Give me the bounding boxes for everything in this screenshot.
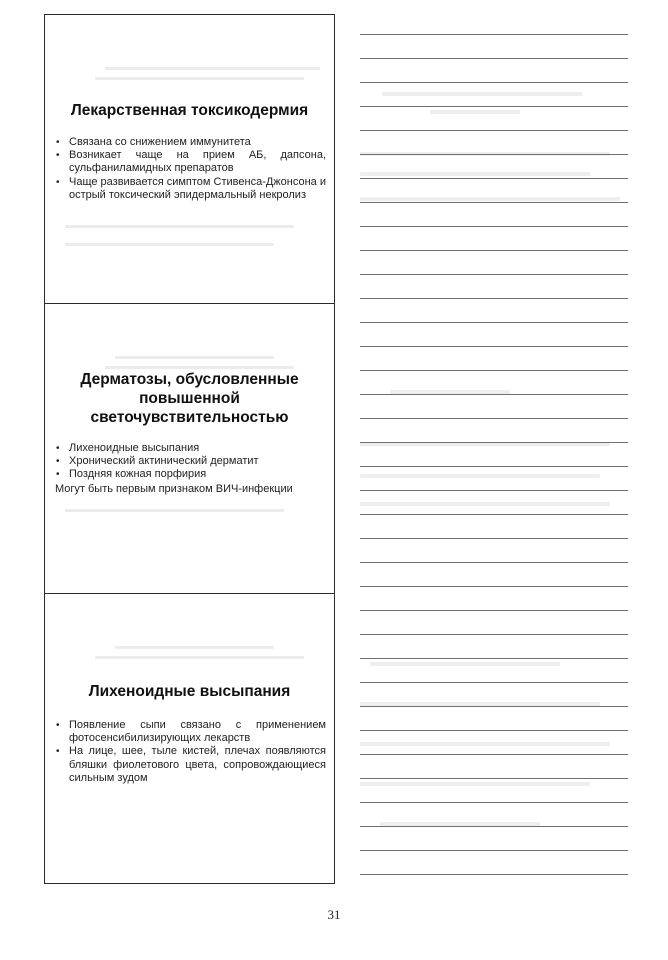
bleed-through: [430, 110, 520, 114]
slide-title: Лихеноидные высыпания: [88, 683, 291, 700]
note-line: [360, 34, 628, 35]
list-item: • Поздняя кожная порфирия: [55, 468, 326, 481]
note-line: [360, 274, 628, 275]
notes-area: [360, 12, 628, 892]
note-line: [360, 706, 628, 707]
list-item: • Возникает чаще на прием АБ, дапсона, сульфаниламидных препаратов: [55, 149, 326, 175]
note-line: [360, 778, 628, 779]
slide-bullet-list: [55, 442, 326, 482]
note-line: [360, 226, 628, 227]
note-line: [360, 490, 628, 491]
bleed-through: [115, 646, 274, 649]
slide-note: Могут быть первым признаком ВИЧ-инфекции: [55, 483, 293, 495]
bleed-through: [360, 782, 590, 786]
note-line: [360, 874, 628, 875]
bleed-through: [65, 509, 284, 512]
note-line: [360, 850, 628, 851]
note-line: [360, 418, 628, 419]
note-line: [360, 634, 628, 635]
bleed-through: [105, 67, 320, 70]
slide-3: [44, 594, 335, 884]
slide-bullet-list: [55, 719, 326, 785]
note-line: [360, 58, 628, 59]
bleed-through: [370, 662, 560, 666]
note-line: [360, 730, 628, 731]
bleed-through: [105, 366, 294, 369]
bleed-through: [360, 742, 610, 746]
slide-title: Лекарственная токсикодермия: [70, 102, 309, 119]
slide-title: Дерматозы, обусловленные повышенной светочувствительностью: [80, 371, 299, 426]
note-line: [360, 298, 628, 299]
note-line: [360, 370, 628, 371]
note-line: [360, 466, 628, 467]
note-line: [360, 538, 628, 539]
note-line: [360, 130, 628, 131]
bleed-through: [360, 502, 610, 506]
note-line: [360, 322, 628, 323]
note-line: [360, 586, 628, 587]
note-line: [360, 178, 628, 179]
note-line: [360, 658, 628, 659]
note-line: [360, 106, 628, 107]
note-line: [360, 442, 628, 443]
bleed-through: [360, 172, 590, 176]
note-line: [360, 610, 628, 611]
note-line: [360, 346, 628, 347]
slides-column: [44, 14, 335, 884]
bleed-through: [65, 225, 294, 228]
bleed-through: [360, 197, 620, 201]
note-line: [360, 250, 628, 251]
bleed-through: [65, 243, 274, 246]
note-line: [360, 394, 628, 395]
slide-1: [44, 14, 335, 304]
slide-2: [44, 304, 335, 594]
list-item: • На лице, шее, тыле кистей, плечах появляются бляшки фиолетового цвета, сопровождающиеся сильным зудом: [55, 745, 326, 785]
list-item: • Лихеноидные высыпания: [55, 442, 326, 455]
note-line: [360, 754, 628, 755]
note-line: [360, 154, 628, 155]
slide-bullet-list: [55, 136, 326, 202]
note-line: [360, 82, 628, 83]
bleed-through: [95, 77, 304, 80]
bleed-through: [95, 656, 304, 659]
list-item: • Связана со снижением иммунитета: [55, 136, 326, 149]
list-item: • Чаще развивается симптом Стивенса-Джонсона и острый токсический эпидермальный некролиз: [55, 176, 326, 202]
note-line: [360, 682, 628, 683]
list-item: • Хронический актинический дерматит: [55, 455, 326, 468]
note-line: [360, 826, 628, 827]
note-line: [360, 202, 628, 203]
page-number: 31: [327, 907, 341, 922]
note-line: [360, 514, 628, 515]
list-item: • Появление сыпи связано с применением фотосенсибилизирующих лекарств: [55, 719, 326, 745]
bleed-through: [382, 92, 582, 96]
bleed-through: [115, 356, 274, 359]
note-line: [360, 562, 628, 563]
note-line: [360, 802, 628, 803]
bleed-through: [360, 474, 600, 478]
